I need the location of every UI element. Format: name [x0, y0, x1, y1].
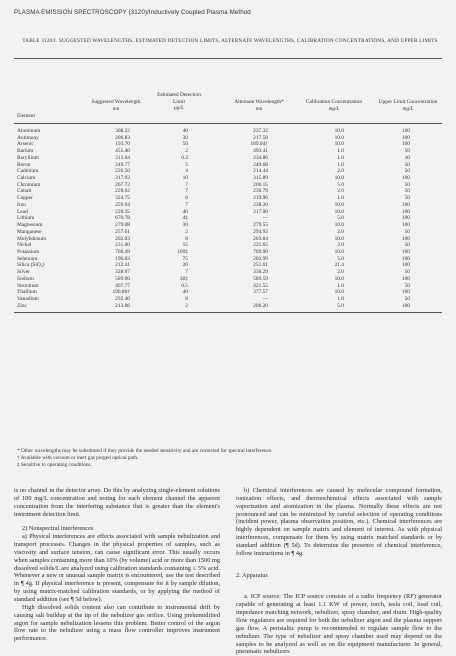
table-cell: 20: [182, 262, 188, 269]
table-cell: 219.96: [253, 195, 268, 202]
table-cell: 217.58: [253, 134, 268, 141]
table-cell: 10.0: [334, 222, 344, 229]
table-cell: Cobalt: [17, 188, 32, 195]
header-alternate-wavelength: Alternate Wavelength* nm: [234, 99, 284, 112]
table-cell: 100: [401, 275, 410, 282]
table-cell: 237.32: [253, 128, 268, 134]
table-cell: 213.86: [115, 302, 130, 309]
table-cell: 1.0: [337, 195, 344, 202]
table-cell: 5: [185, 161, 188, 168]
table-cell: 766.49: [115, 248, 130, 255]
table-cell: 5.0: [337, 215, 344, 222]
table-cell: 279.55: [253, 222, 268, 229]
table-cell: 50: [404, 295, 410, 302]
table-cell: Barium: [17, 148, 34, 155]
table-cell: 493.41: [253, 148, 268, 155]
table-cell: 100: [401, 208, 410, 215]
table-cell: 238.20: [253, 201, 268, 208]
table-cell: Lithium: [17, 215, 35, 222]
table-cell: Aluminum: [17, 128, 41, 134]
table-cell: 234.86: [253, 154, 268, 161]
table-cell: 308.22: [115, 128, 130, 134]
table-cell: 8: [185, 295, 188, 302]
table-cell: 220.35: [115, 208, 130, 215]
table-cell: 231.60: [115, 242, 130, 249]
table-cell: 249.68: [253, 161, 268, 168]
table-cell: Molybdenum: [17, 235, 47, 242]
table-cell: 10.0: [334, 235, 344, 242]
table-cell: 1.0: [337, 154, 344, 161]
table-cell: 100: [401, 215, 410, 222]
header-upper-limit: Upper Limit Concentration mg/L: [378, 99, 438, 112]
header-calibration: Calibration Concentration mg/L: [305, 99, 363, 112]
table-footnotes: [17, 448, 437, 469]
table-cell: 100: [401, 235, 410, 242]
table-cell: Copper: [17, 195, 33, 202]
table-cell: Zinc: [17, 302, 27, 309]
table-cell: 10.0: [334, 289, 344, 296]
table-cell: 100‡: [177, 248, 188, 255]
table-cell: 8: [185, 235, 188, 242]
table-cell: 10.0: [334, 141, 344, 148]
table-cell: 2.0: [337, 188, 344, 195]
table-cell: 100: [401, 134, 410, 141]
table-cell: 2.0: [337, 242, 344, 249]
table-cell: 5.0: [337, 255, 344, 262]
section-heading-apparatus: 2. Apparatus: [236, 571, 268, 579]
table-cell: 100: [401, 255, 410, 262]
table-cell: 7: [185, 269, 188, 276]
table-cell: 217.00: [253, 208, 268, 215]
table-cell: 2.0: [337, 269, 344, 276]
table-cell: 40: [182, 289, 188, 296]
table-cell: 10.0: [334, 248, 344, 255]
table-cell: 50: [404, 148, 410, 155]
table-cell: 10: [404, 154, 410, 161]
table-cell: 769.90: [253, 248, 268, 255]
footnote: * Other wavelengths may be substituted if they provide the needed sensitivity and are corrected for spectral interference.: [17, 448, 273, 454]
table-cell: 21.4: [334, 262, 344, 269]
table-cell: 377.57: [253, 289, 268, 296]
table-cell: 203.84: [253, 235, 268, 242]
table-cell: 421.55: [253, 282, 268, 289]
table-cell: Lead: [17, 208, 28, 215]
table-cell: 2: [185, 228, 188, 235]
table-cell: 5.0: [337, 181, 344, 188]
table-cell: 30: [182, 134, 188, 141]
table-cell: 40: [182, 208, 188, 215]
table-cell: 249.77: [115, 161, 130, 168]
table-cell: 228.62: [115, 188, 130, 195]
table-cell: 407.77: [115, 282, 130, 289]
subheading-nonspectral: 2) Nonspectral interferences: [22, 525, 94, 533]
table-cell: 324.75: [115, 195, 130, 202]
table-cell: Selenium: [17, 255, 38, 262]
table-cell: 50: [404, 282, 410, 289]
running-head: PLASMA EMISSION SPECTROSCOPY (3120)/Inductively Coupled Plasma Method: [14, 9, 251, 16]
table-cell: 589.59: [253, 275, 268, 282]
footnote: † Available with vacuum or inert gas purged optical path.: [17, 455, 139, 461]
table-cell: 100: [401, 141, 410, 148]
table-cell: 50: [182, 141, 188, 148]
table-cell: Silver: [17, 269, 30, 276]
table-cell: —: [262, 215, 268, 222]
table-cell: 251.61: [253, 262, 268, 269]
table-cell: 4: [185, 168, 188, 175]
table-cell: Cadmium: [17, 168, 39, 175]
table-cell: 206.20: [253, 302, 268, 309]
table-cell: 206.83: [115, 134, 130, 141]
table-cell: 100: [401, 302, 410, 309]
table-cell: 257.61: [115, 228, 130, 235]
header-element: Element: [17, 113, 35, 119]
table-cell: Thallium: [17, 289, 37, 296]
table-cell: 100: [401, 128, 410, 134]
paragraph: a) Physical interferences are effects associated with sample nebulization and transport processes. Changes in the physical properties of samples, such as viscosity and surface tension, can cause significant error. This usually occurs when samples containing more than 10% (by volume) acid or more than 1500 mg dissolved solids/L are analyzed using calibration standards containing ≤ 5% acid. Whenever a new or unusual sample matrix is encountered, use the test described in ¶ 4g. If physical interference is present, compensate for it by sample dilution, by using matrix-matched calibration standards, or by applying the method of standard addition (see ¶ 5d below).: [14, 533, 220, 603]
table-cell: 7: [185, 201, 188, 208]
table-cell: 50: [404, 181, 410, 188]
table-cell: 206.15: [253, 181, 268, 188]
table-top-rule: [14, 58, 442, 59]
table-cell: 7: [185, 188, 188, 195]
table-cell: Manganese: [17, 228, 42, 235]
table-cell: 313.04: [115, 154, 130, 161]
table-cell: 30: [182, 222, 188, 229]
table-cell: 190.86†: [112, 289, 130, 296]
table-cell: Iron: [17, 201, 26, 208]
table-cell: 5.0: [337, 302, 344, 309]
table-cell: 2.0: [337, 228, 344, 235]
table-cell: 10.0: [334, 128, 344, 134]
table-cell: 50: [404, 188, 410, 195]
table-cell: 50: [404, 228, 410, 235]
table-cell: Antimony: [17, 134, 39, 141]
table-cell: 259.94: [115, 201, 130, 208]
table-cell: 50: [404, 269, 410, 276]
table-cell: Calcium: [17, 175, 36, 182]
table-cell: —: [262, 295, 268, 302]
table-cell: 100: [401, 201, 410, 208]
table-cell: Magnesium: [17, 222, 43, 229]
table-cell: Potassium: [17, 248, 40, 255]
table-cell: 10.0: [334, 208, 344, 215]
table-cell: 100: [401, 222, 410, 229]
right-text-column: [236, 487, 442, 656]
table-cell: 214.44: [253, 168, 268, 175]
table-cell: 1.0: [337, 161, 344, 168]
table-cell: 50: [404, 161, 410, 168]
table-cell: 0.5: [181, 282, 188, 289]
table-cell: Chromium: [17, 181, 41, 188]
table-cell: 10.0: [334, 175, 344, 182]
table-bottom-rule: [14, 312, 442, 313]
table-cell: 212.41: [115, 262, 130, 269]
table-cell: 15: [182, 242, 188, 249]
table-cell: 196.03: [115, 255, 130, 262]
table-cell: 10.0: [334, 201, 344, 208]
table-cell: 292.40: [115, 295, 130, 302]
table-cell: 315.89: [253, 175, 268, 182]
left-text-column: [14, 487, 220, 643]
table-cell: 2.0: [337, 168, 344, 175]
table-cell: 50: [404, 195, 410, 202]
table-cell: 189.04†: [250, 141, 268, 148]
table-cell: 100: [401, 248, 410, 255]
table-cell: 10: [182, 175, 188, 182]
column-calibration: [322, 128, 344, 309]
table-cell: 7: [185, 181, 188, 188]
table-cell: 230.79: [253, 188, 268, 195]
table-cell: 100: [401, 175, 410, 182]
table-header-rule: [14, 123, 442, 124]
column-alternate-wavelength: [236, 128, 268, 309]
table-cell: 30‡: [179, 275, 188, 282]
table-cell: 193.70: [115, 141, 130, 148]
table-cell: 10.0: [334, 134, 344, 141]
table-cell: 455.40: [115, 148, 130, 155]
table-cell: 0.3: [181, 154, 188, 161]
table-cell: 589.00: [115, 275, 130, 282]
table-cell: 100: [401, 262, 410, 269]
column-element: [17, 128, 97, 309]
paragraph: is no channel in the detector array. Do this by analyzing single-element solutions of 100 mg/L concentration and noting for each element channel the apparent concentration from the interfering substance that is greater than the element's instrument detection limit.: [14, 487, 220, 518]
table-cell: 670.78: [115, 215, 130, 222]
table-cell: 221.65: [253, 242, 268, 249]
table-cell: Vanadium: [17, 295, 39, 302]
table-cell: Strontium: [17, 282, 39, 289]
table-cell: 294.92: [253, 228, 268, 235]
table-cell: 226.50: [115, 168, 130, 175]
table-cell: Arsenic: [17, 141, 34, 148]
table-cell: 2: [185, 148, 188, 155]
header-wavelength: Suggested Wavelength nm: [91, 99, 141, 112]
table-caption: TABLE 3120:I. SUGGESTED WAVELENGTHS, ESTIMATED DETECTION LIMITS, ALTERNATE WAVELENGTHS, CALIBRATION CONCENTRATIONS, AND UPPER LIMITS: [22, 38, 438, 44]
table-cell: 203.99: [253, 255, 268, 262]
table-cell: 1.0: [337, 148, 344, 155]
table-cell: Nickel: [17, 242, 32, 249]
table-cell: 1.0: [337, 282, 344, 289]
table-cell: 338.29: [253, 269, 268, 276]
column-upper-limit: [392, 128, 410, 309]
table-cell: 202.03: [115, 235, 130, 242]
footnote: ‡ Sensitive to operating conditions.: [17, 462, 92, 468]
table-cell: 6: [185, 195, 188, 202]
header-detection-limit: Estimated Detection Limit μg/L: [157, 92, 201, 112]
table-cell: Boron: [17, 161, 31, 168]
table-cell: 4‡: [182, 215, 188, 222]
table-cell: 75: [182, 255, 188, 262]
table-cell: Silica (SiO₂): [17, 262, 45, 269]
table-cell: 40: [182, 128, 188, 134]
table-cell: 2: [185, 302, 188, 309]
table-cell: 50: [404, 242, 410, 249]
paragraph: High dissolved solids content also can contribute to instrumental drift by causing salt buildup at the tip of the nebulizer gas orifice. Using prehumidified argon for sample nebulization lessens this problem. Better control of the argon flow rate to the nebulizer using a mass flow controller improves instrument performance.: [14, 603, 220, 643]
column-detection-limit: [168, 128, 188, 309]
column-wavelength: [96, 128, 130, 309]
table-cell: 1.0: [337, 295, 344, 302]
table-cell: Beryllium: [17, 154, 39, 161]
table-cell: 100: [401, 289, 410, 296]
table-cell: 10.0: [334, 275, 344, 282]
table-cell: 317.93: [115, 175, 130, 182]
table-cell: 50: [404, 168, 410, 175]
table-cell: 328.07: [115, 269, 130, 276]
table-cell: Sodium: [17, 275, 34, 282]
paragraph: a. ICP source: The ICP source consists of a radio frequency (RF) generator capable of generating at least 1.1 KW of power, torch, tesla coil, load coil, impedance matching network, nebulizer, spray chamber, and drain. High-quality flow regulators are required for both the nebulizer argon and the plasma support gas flow. A peristaltic pump is recommended to regulate sample flow to the nebulizer. The type of nebulizer and spray chamber used may depend on the samples to be analyzed as well as on the equipment manufacturer. In general, pneumatic nebulizers: [236, 593, 442, 656]
table-cell: 267.72: [115, 181, 130, 188]
paragraph: b) Chemical interferences are caused by molecular compound formation, ionization effects, and thermochemical effects associated with sample vaporization and atomization in the plasma. Normally these effects are not pronounced and can be minimized by careful selection of operating conditions (incident power, plasma observation position, etc.). Chemical interferences are highly dependent on sample matrix and element of interest. As with physical interferences, compensate for them by using matrix matched standards or by standard addition (¶ 5d). To determine the presence of chemical interference, follow instructions in ¶ 4g.: [236, 487, 442, 557]
table-cell: 279.08: [115, 222, 130, 229]
